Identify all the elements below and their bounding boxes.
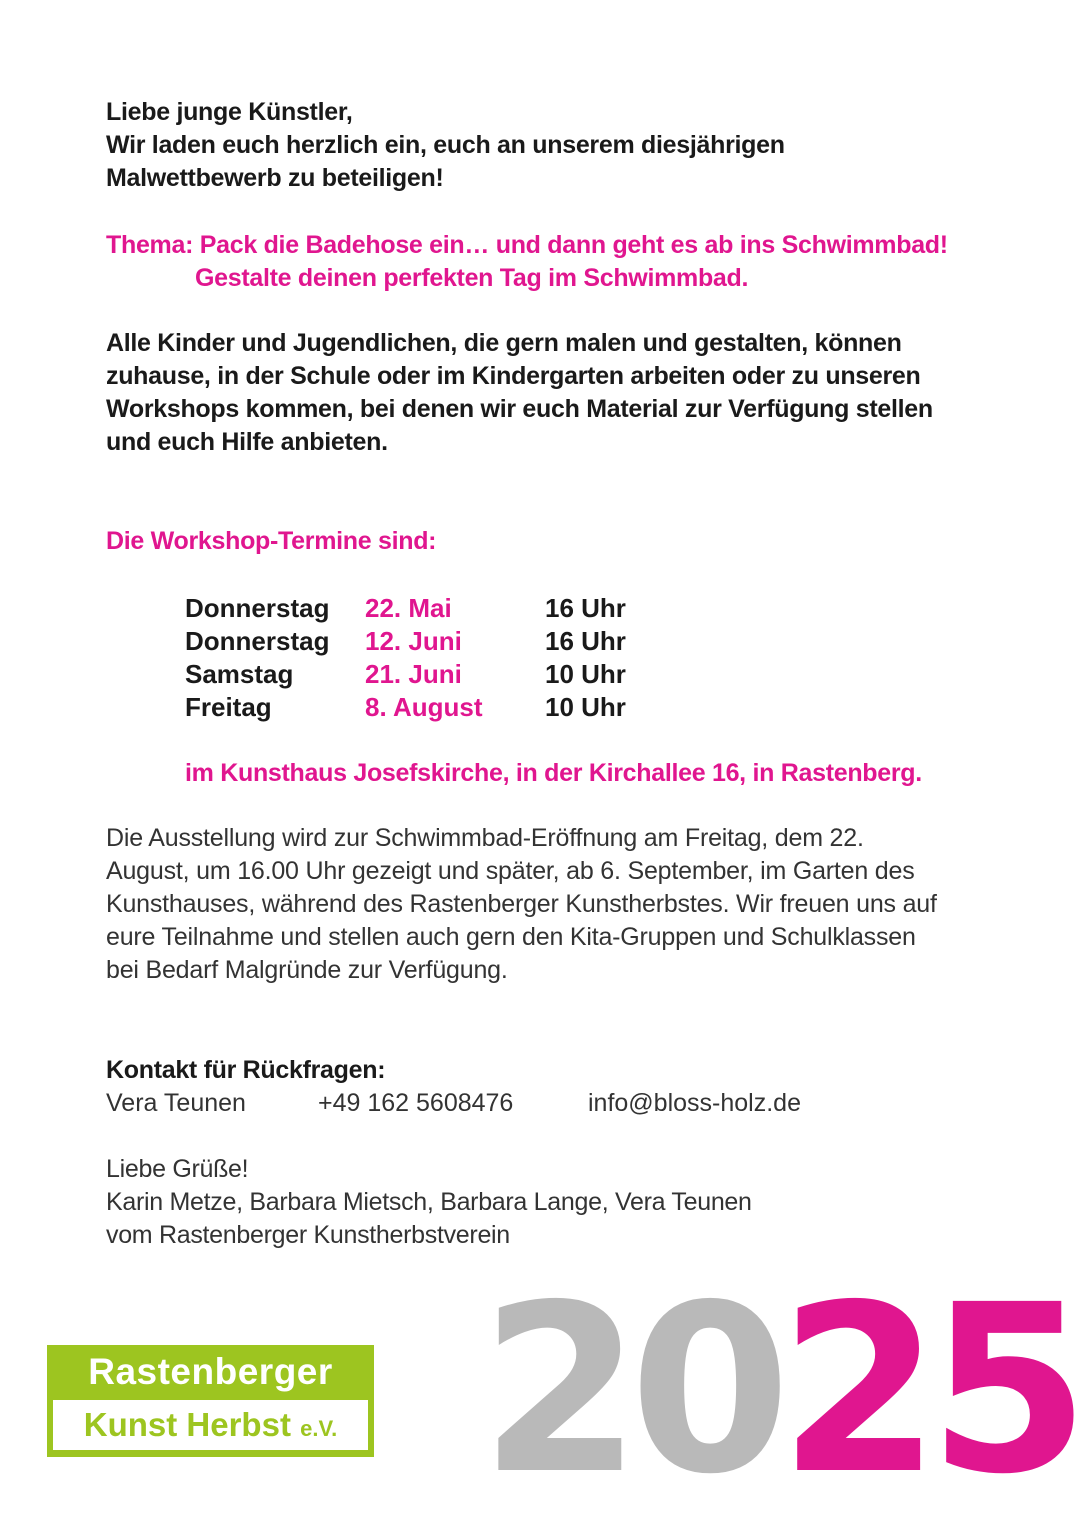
intro-salutation: Liebe junge Künstler, [106, 98, 353, 126]
workshop-location: im Kunsthaus Josefskirche, in der Kirchallee 16, in Rastenberg. [185, 759, 922, 787]
theme-line-1: Thema: Pack die Badehose ein… und dann geht es ab ins Schwimmbad! [106, 231, 948, 259]
schedule-day: Samstag [185, 659, 294, 689]
schedule-row [185, 691, 665, 724]
contact-details [106, 1087, 801, 1120]
workshop-schedule [185, 592, 665, 724]
intro-line-3: Malwettbewerb zu beteiligen! [106, 164, 444, 192]
schedule-row [185, 625, 665, 658]
exhibition-paragraph: Die Ausstellung wird zur Schwimmbad-Eröffnung am Freitag, dem 22. August, um 16.00 Uhr gezeigt und später, ab 6. September, im Garten des Kunsthauses, während des Rastenberger Kunstherbstes. Wir freuen uns auf eure Teilnahme und stellen auch gern den Kita-Gruppen und Schulklassen bei Bedarf Malgründe zur Verfügung. [106, 824, 937, 984]
schedule-row [185, 658, 665, 691]
schedule-day: Donnerstag [185, 626, 330, 656]
contact-name: Vera Teunen [106, 1089, 246, 1117]
greeting-block [106, 1153, 1006, 1252]
logo-ev: e.V. [300, 1416, 338, 1441]
greeting-association: vom Rastenberger Kunstherbstverein [106, 1221, 510, 1249]
schedule-date: 12. Juni [365, 626, 462, 656]
greeting-signatories: Karin Metze, Barbara Mietsch, Barbara Lange, Vera Teunen [106, 1188, 752, 1216]
schedule-time: 10 Uhr [545, 659, 626, 689]
intro-line-2: Wir laden euch herzlich ein, euch an unserem diesjährigen [106, 131, 785, 159]
schedule-day: Donnerstag [185, 593, 330, 623]
contact-phone: +49 162 5608476 [318, 1089, 514, 1117]
year-pink-digits: 25 [778, 1255, 1078, 1525]
theme-block [106, 229, 1006, 295]
schedule-time: 16 Uhr [545, 626, 626, 656]
schedule-date: 21. Juni [365, 659, 462, 689]
schedule-time: 16 Uhr [545, 593, 626, 623]
year-grey-digits: 20 [480, 1255, 779, 1525]
schedule-date: 8. August [365, 692, 483, 722]
workshop-heading: Die Workshop-Termine sind: [106, 527, 437, 555]
participants-paragraph: Alle Kinder und Jugendlichen, die gern malen und gestalten, können zuhause, in der Schule oder im Kindergarten arbeiten oder zu unseren Workshops kommen, bei denen wir euch Material zur Verfügung stellen und euch Hilfe anbieten. [106, 329, 933, 456]
year-graphic [480, 1255, 1078, 1525]
contact-heading: Kontakt für Rückfragen: [106, 1056, 386, 1084]
contact-email: info@bloss-holz.de [588, 1089, 801, 1117]
schedule-day: Freitag [185, 692, 272, 722]
association-logo [47, 1345, 374, 1457]
logo-line-2 [53, 1400, 368, 1450]
schedule-time: 10 Uhr [545, 692, 626, 722]
logo-line-1: Rastenberger [88, 1351, 333, 1392]
schedule-date: 22. Mai [365, 593, 452, 623]
intro-paragraph [106, 96, 1006, 195]
theme-line-2: Gestalte deinen perfekten Tag im Schwimmbad. [195, 264, 749, 292]
logo-kunst-herbst: Kunst Herbst [83, 1406, 291, 1443]
greeting-line-1: Liebe Grüße! [106, 1155, 249, 1183]
schedule-row [185, 592, 665, 625]
